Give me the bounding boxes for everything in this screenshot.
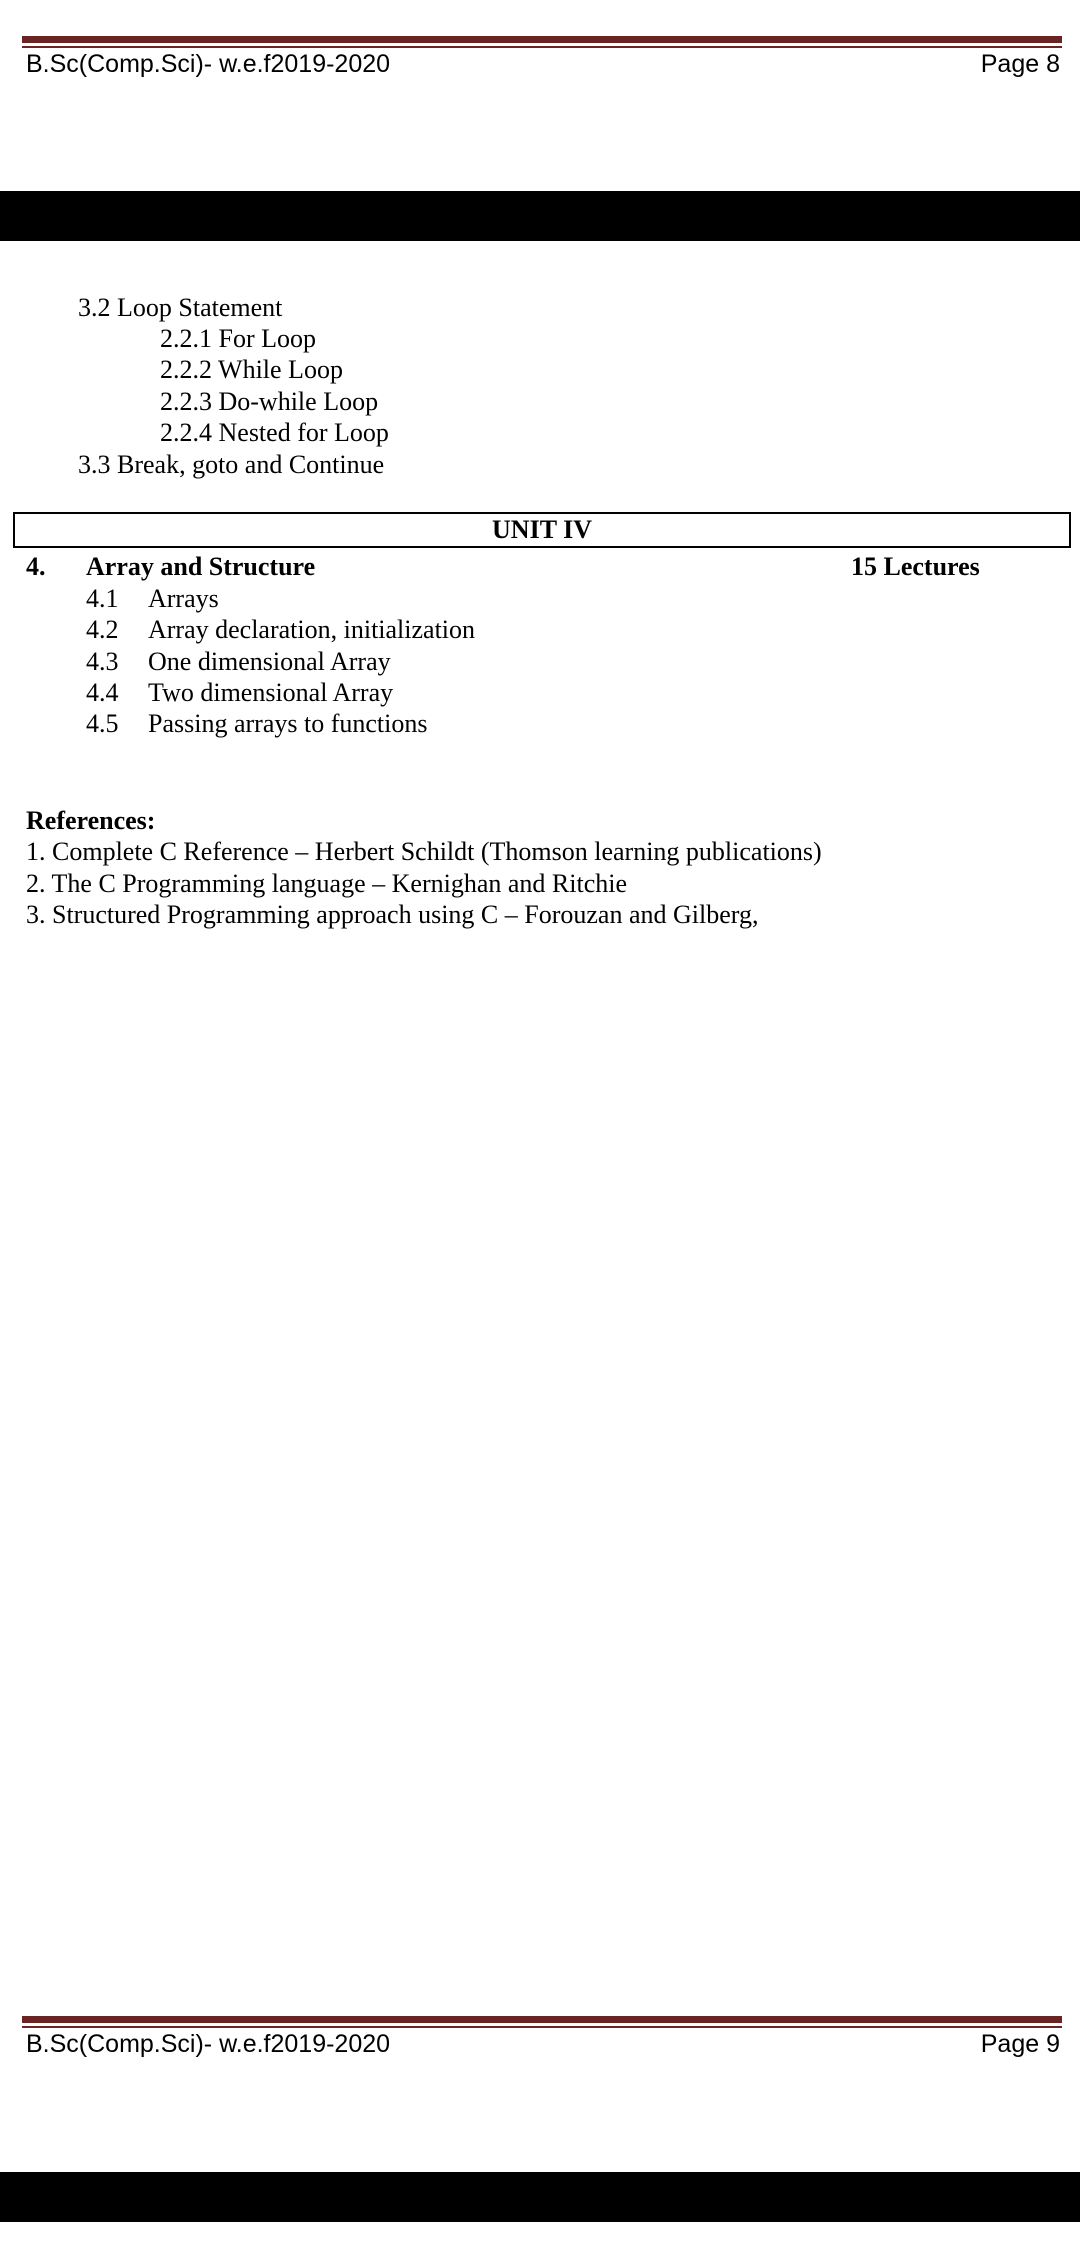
topic-item — [86, 586, 219, 612]
section-3-2-heading: 3.2 Loop Statement — [78, 293, 283, 322]
page-separator-band — [0, 2172, 1080, 2222]
reference-item: 3. Structured Programming approach using C – Forouzan and Gilberg, — [26, 900, 759, 929]
topic-item — [86, 680, 393, 706]
section-3-3: 3.3 Break, goto and Continue — [78, 450, 385, 479]
references-heading: References: — [26, 806, 156, 835]
topic-text: Passing arrays to functions — [148, 709, 428, 738]
topic-number: 4.5 — [86, 709, 119, 738]
topic-text: Array declaration, initialization — [148, 615, 476, 644]
loop-item: 2.2.4 Nested for Loop — [160, 418, 389, 447]
loop-item: 2.2.3 Do-while Loop — [160, 387, 379, 416]
unit-name: Array and Structure — [86, 552, 316, 581]
page-header — [26, 50, 1060, 79]
topic-item — [86, 617, 475, 643]
footer-course: B.Sc(Comp.Sci)- w.e.f2019-2020 — [26, 2030, 391, 2058]
reference-item: 2. The C Programming language – Kernighan and Ritchie — [26, 869, 627, 898]
topic-text: Arrays — [148, 584, 219, 613]
topic-text: Two dimensional Array — [148, 678, 394, 707]
footer-page-number: Page 9 — [980, 2030, 1060, 2058]
topic-number: 4.4 — [86, 678, 119, 707]
footer-rule — [22, 2016, 1062, 2028]
topic-text: One dimensional Array — [148, 647, 391, 676]
unit-title-box — [13, 512, 1071, 548]
page-footer — [26, 2030, 1060, 2059]
loop-item: 2.2.2 While Loop — [160, 355, 343, 384]
loop-item: 2.2.1 For Loop — [160, 324, 316, 353]
topic-number: 4.3 — [86, 647, 119, 676]
reference-item: 1. Complete C Reference – Herbert Schildt (Thomson learning publications) — [26, 837, 822, 866]
header-course: B.Sc(Comp.Sci)- w.e.f2019-2020 — [26, 50, 391, 78]
header-page-number: Page 8 — [980, 50, 1060, 78]
topic-item — [86, 711, 427, 737]
page-separator-band — [0, 191, 1080, 241]
unit-number: 4. — [26, 552, 46, 581]
topic-item — [86, 649, 391, 675]
header-rule — [22, 36, 1062, 48]
unit-title: UNIT IV — [492, 515, 592, 544]
topic-number: 4.1 — [86, 584, 119, 613]
unit-lectures: 15 Lectures — [851, 552, 980, 581]
topic-number: 4.2 — [86, 615, 119, 644]
